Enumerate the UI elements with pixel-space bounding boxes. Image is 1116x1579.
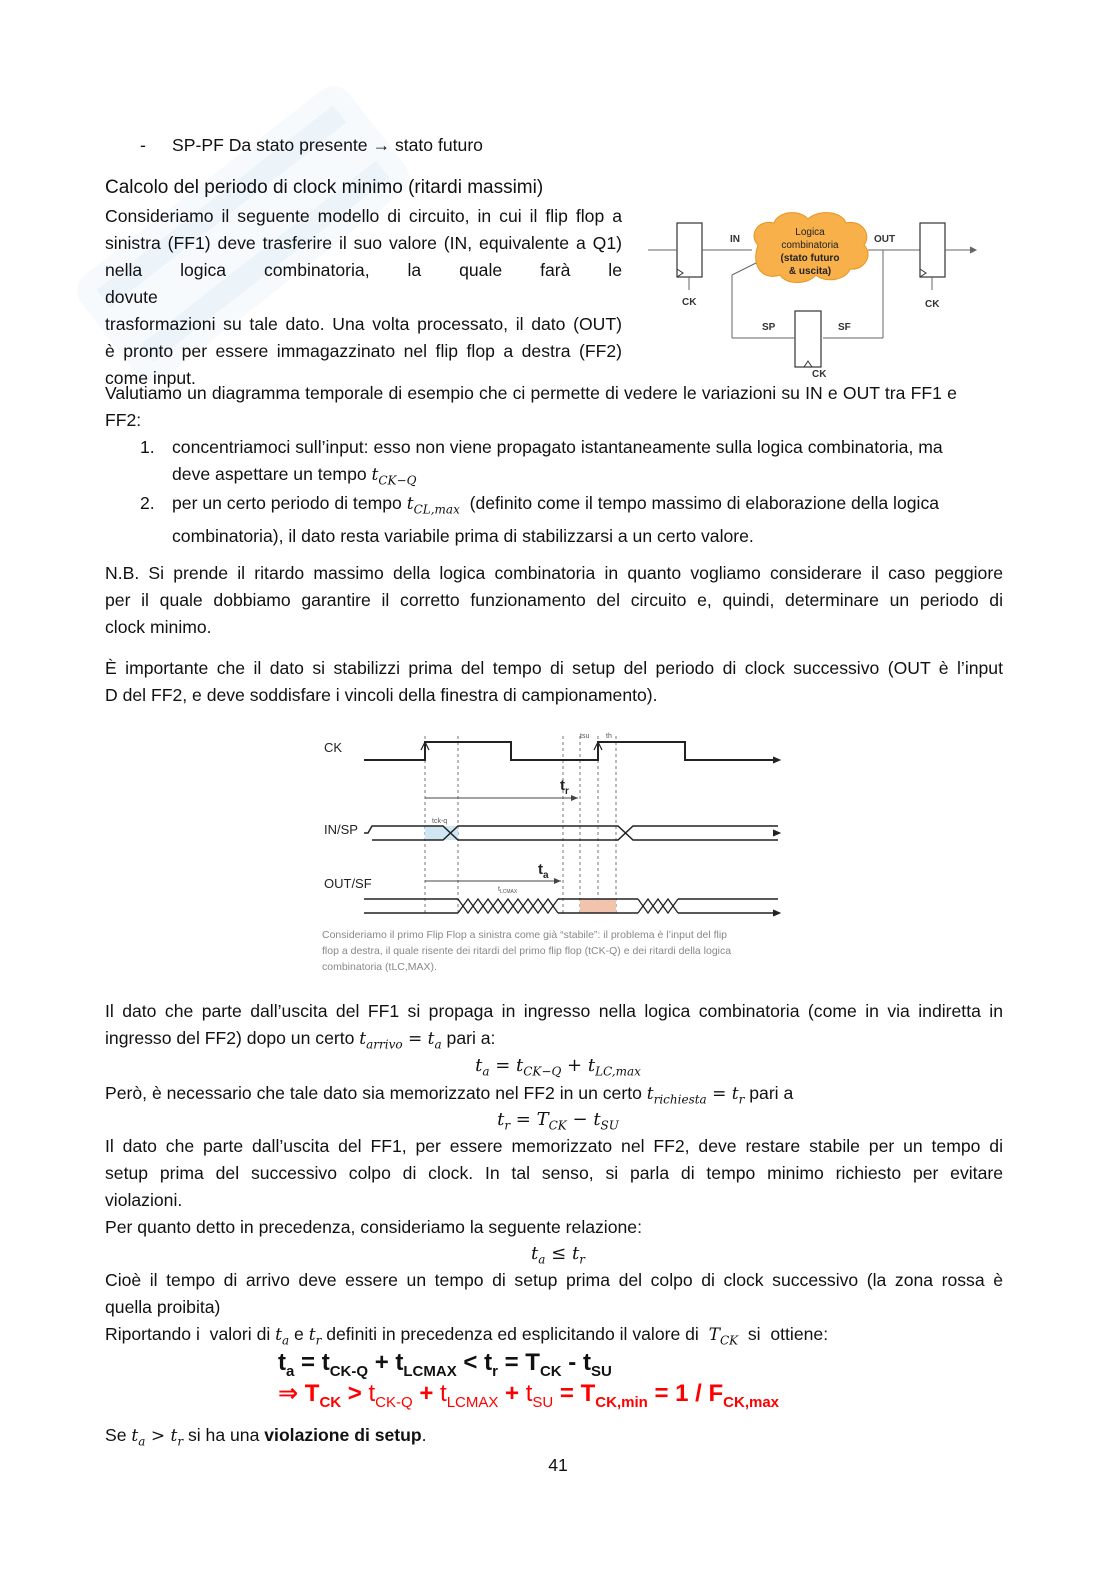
list-number-2: 2. xyxy=(140,493,155,513)
timing-ck-label: CK xyxy=(324,740,343,755)
intro-line: nella logica combinatoria, la quale farà le dovute xyxy=(105,260,622,307)
nb-line: per il quale dobbiamo garantire il corretto funzionamento del circuito e, quindi, determinare un periodo di xyxy=(105,590,1003,610)
sp-line-to-logic xyxy=(732,263,756,275)
in-label: IN xyxy=(730,234,740,245)
equation-tr: $t_r = T_{CK} - t_{SU}$ xyxy=(497,1109,619,1133)
math-tckq: $t_{CK-Q}$ xyxy=(371,465,417,488)
caption-line: Consideriamo il primo Flip Flop a sinistra come già “stabile”: il problema è l’input del flip xyxy=(322,929,727,941)
page-number: 41 xyxy=(548,1455,568,1475)
section-heading: Calcolo del periodo di clock minimo (ritardi massimi) xyxy=(105,177,544,198)
stable-line: Il dato che parte dall’uscita del FF1, per essere memorizzato nel FF2, deve restare stabile per un tempo di xyxy=(105,1136,1003,1156)
outsf-uncertain-1b xyxy=(458,899,558,913)
forbidden-zone xyxy=(580,899,616,913)
tr-label: $t_r$ xyxy=(560,777,569,797)
para2-line: Valutiamo un diagramma temporale di esempio che ci permette di vedere le variazioni su IN e OUT tra FF1 e xyxy=(105,383,957,403)
list-text: per un certo periodo di tempo xyxy=(172,493,407,513)
arrival-line: Il dato che parte dall’uscita del FF1 si propaga in ingresso nella logica combinatoria (come in via indiretta in xyxy=(105,1001,1003,1021)
logic-line-3: (stato futuro xyxy=(780,253,840,264)
nb-line: N.B. Si prende il ritardo massimo della logica combinatoria in quanto vogliamo considerare il caso peggiore xyxy=(105,563,1003,583)
bullet-dash: - xyxy=(140,135,146,155)
stable-line: Per quanto detto in precedenza, consideriamo la seguente relazione: xyxy=(105,1217,642,1237)
intro-line: Consideriamo il seguente modello di circuito, in cui il flip flop a xyxy=(105,206,622,226)
caption-line: combinatoria (tLC,MAX). xyxy=(322,961,437,973)
equation-ta: $t_a = t_{CK-Q} + t_{LC,max}$ xyxy=(475,1055,641,1079)
ck-right-label: CK xyxy=(925,299,940,310)
list-text: deve aspettare un tempo xyxy=(172,464,372,484)
th-label: th xyxy=(606,733,612,740)
list-text: (definito come il tempo massimo di elaborazione della logica xyxy=(459,493,940,513)
important-line: È importante che il dato si stabilizzi prima del tempo di setup del periodo di clock successivo (OUT è l’input xyxy=(105,658,1003,678)
intro-line: trasformazioni su tale dato. Una volta processato, il dato (OUT) xyxy=(105,314,622,334)
intro-paragraph xyxy=(105,203,622,392)
list-item-line: concentriamoci sull’input: esso non viene propagato istantaneamente sulla logica combinatoria, ma xyxy=(172,437,943,457)
important-line: D del FF2, e deve soddisfare i vincoli della finestra di campionamento). xyxy=(105,685,658,705)
tlcmax-label: $t_{LCMAX}$ xyxy=(498,886,518,895)
math-tclmax: $t_{CL,max}$ xyxy=(406,494,460,517)
cioe-line: Cioè il tempo di arrivo deve essere un tempo di setup prima del colpo di clock successivo (la zona rossa è xyxy=(105,1270,1003,1290)
caption-line: flop a destra, il quale risente dei ritardi del primo flip flop (tCK-Q) e dei ritardi della logica xyxy=(322,945,732,957)
timing-outsf-label: OUT/SF xyxy=(324,876,372,891)
equation-ta-le-tr: $t_a \le t_r$ xyxy=(531,1243,585,1267)
list-item-line xyxy=(172,490,1002,523)
ff2-box xyxy=(920,223,945,277)
outsf-end-arrow xyxy=(773,910,780,916)
ta-label: $t_a$ xyxy=(538,861,549,881)
list-item-2 xyxy=(172,490,1002,550)
stable-line: violazioni. xyxy=(105,1190,183,1210)
cioe-paragraph xyxy=(105,1267,1003,1321)
logic-line-1: Logica xyxy=(795,227,825,238)
para2-line: FF2: xyxy=(105,410,142,430)
outsf-uncertain-2b xyxy=(638,899,678,913)
insp-end-arrow xyxy=(773,830,780,836)
important-paragraph xyxy=(105,655,1003,709)
riportando-line: Riportando i valori di $t_a$ e $t_r$ definiti in precedenza ed esplicitando il valore di $T_{CK}$ si ottiene: xyxy=(105,1324,829,1348)
stable-paragraph xyxy=(105,1133,1003,1241)
sp-label: SP xyxy=(762,322,776,333)
state-ff-box xyxy=(795,311,821,367)
ff2-arrowhead xyxy=(970,247,976,253)
timing-caption xyxy=(322,927,792,975)
out-label: OUT xyxy=(874,234,896,245)
arrival-line: ingresso del FF2) dopo un certo $t_{arrivo} = t_a$ pari a: xyxy=(105,1028,496,1052)
ck-bottom-label: CK xyxy=(812,369,827,380)
timing-insp-label: IN/SP xyxy=(324,822,358,837)
required-line: Però, è necessario che tale dato sia memorizzato nel FF2 in un certo $t_{richiesta} = t_r$ pari a xyxy=(105,1083,794,1107)
logic-line-2: combinatoria xyxy=(781,240,839,251)
logic-line-4: & uscita) xyxy=(788,266,832,277)
arrival-paragraph xyxy=(105,998,1003,1058)
tsu-label: tsu xyxy=(580,733,590,740)
paragraph-2 xyxy=(105,380,1005,434)
outsf-uncertain-2a xyxy=(638,899,678,913)
stable-line: setup prima del successivo colpo di clock. In tal senso, si parla di tempo minimo richiesto per evitare xyxy=(105,1163,1003,1183)
cioe-line: quella proibita) xyxy=(105,1297,221,1317)
intro-line: sinistra (FF1) deve trasferire il suo valore (IN, equivalente a Q1) xyxy=(105,233,622,253)
bullet-text: SP-PF Da stato presente → stato futuro xyxy=(172,135,483,155)
list-item-1 xyxy=(172,434,1002,494)
ff1-box xyxy=(677,223,702,277)
ck-end-arrow xyxy=(773,757,780,763)
sf-label: SF xyxy=(838,322,851,333)
big-equation-tck-min: ⇒ $T_{CK} > t_{CK-Q} + t_{LCMAX} + t_{SU} = T_{CK,min} = 1 / F_{CK,max}$ xyxy=(278,1380,780,1411)
nb-paragraph xyxy=(105,560,1003,641)
final-line: Se $t_a > t_r$ si ha una violazione di setup. xyxy=(105,1425,427,1449)
circuit-diagram xyxy=(640,205,985,380)
tckq-zone xyxy=(425,826,458,840)
intro-line: è pronto per essere immagazzinato nel flip flop a destra (FF2) xyxy=(105,341,622,361)
big-equation-setup: $t_a = t_{CK-Q} + t_{LCMAX} < t_r = T_{CK} - t_{SU}$ xyxy=(278,1349,612,1380)
intro-line: come input. xyxy=(105,368,196,388)
tckq-label: tck-q xyxy=(432,818,448,825)
list-number-1: 1. xyxy=(140,437,155,457)
nb-line: clock minimo. xyxy=(105,617,212,637)
list-item-line: combinatoria), il dato resta variabile prima di stabilizzarsi a un certo valore. xyxy=(172,526,754,547)
ck-left-label: CK xyxy=(682,297,697,308)
